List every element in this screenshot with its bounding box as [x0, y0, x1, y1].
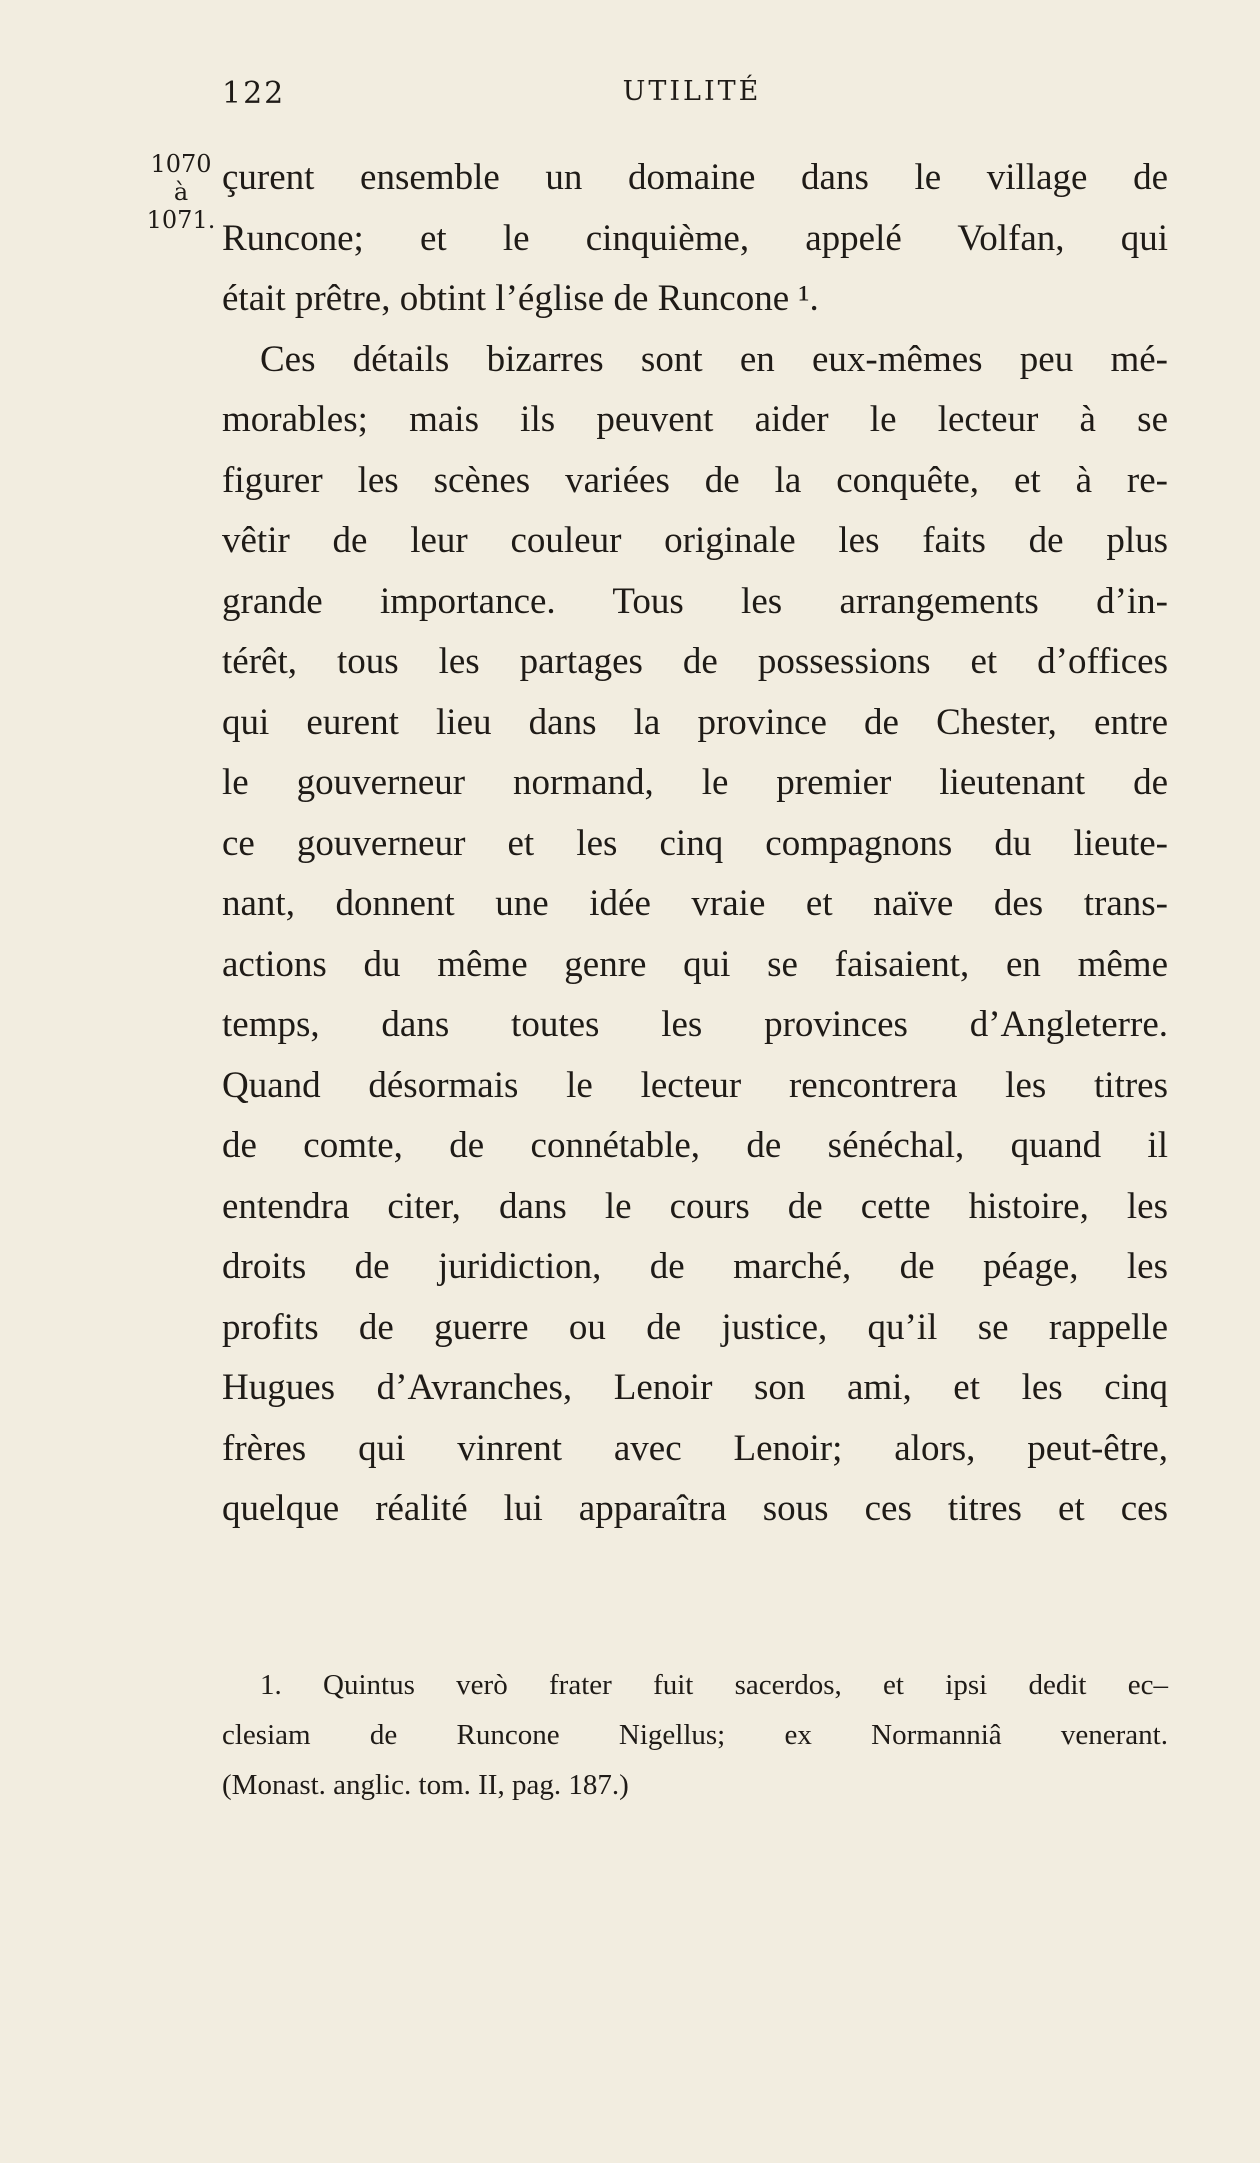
body-line: qui eurent lieu dans la province de Chester, entre [222, 701, 1168, 743]
body-line: çurent ensemble un domaine dans le village de [222, 157, 1168, 198]
body-line: nant, donnent une idée vraie et naïve des trans- [222, 883, 1168, 924]
body-line: actions du même genre qui se faisaient, en même [222, 943, 1168, 985]
body-line: ce gouverneur et les cinq compagnons du lieute- [222, 822, 1168, 864]
body-line: vêtir de leur couleur originale les faits de plus [222, 520, 1168, 561]
body-line: était prêtre, obtint l’église de Runcone ¹. [222, 278, 819, 319]
body-line: Runcone; et le cinquième, appelé Volfan, qui [222, 217, 1168, 259]
margin-date-end: 1071. [146, 206, 216, 234]
body-line: temps, dans toutes les provinces d’Angleterre. [222, 1004, 1168, 1045]
body-text [222, 148, 1168, 1540]
footnote [222, 1660, 1168, 1810]
page-header [222, 76, 1162, 116]
body-line: profits de guerre ou de justice, qu’il se rappelle [222, 1306, 1168, 1348]
body-line: térêt, tous les partages de possessions et d’offices [222, 641, 1168, 682]
footnote-line: 1. Quintus verò frater fuit sacerdos, et ipsi dedit ec– [260, 1669, 1168, 1701]
footnote-line: (Monast. anglic. tom. II, pag. 187.) [222, 1769, 629, 1801]
body-line: quelque réalité lui apparaîtra sous ces titres et ces [222, 1488, 1168, 1529]
margin-date-note [146, 150, 216, 234]
body-line: Ces détails bizarres sont en eux-mêmes peu mé- [260, 338, 1168, 380]
running-title: UTILITÉ [622, 76, 762, 107]
body-line: Hugues d’Avranches, Lenoir son ami, et les cinq [222, 1367, 1168, 1408]
body-line: frères qui vinrent avec Lenoir; alors, peut-être, [222, 1427, 1168, 1469]
body-line: Quand désormais le lecteur rencontrera les titres [222, 1064, 1168, 1106]
body-line: entendra citer, dans le cours de cette histoire, les [222, 1185, 1168, 1227]
body-line: grande importance. Tous les arrangements d’in- [222, 580, 1168, 622]
body-line: morables; mais ils peuvent aider le lecteur à se [222, 399, 1168, 440]
footnote-line: clesiam de Runcone Nigellus; ex Normanniâ venerant. [222, 1719, 1168, 1751]
body-line: le gouverneur normand, le premier lieutenant de [222, 762, 1168, 803]
body-line: droits de juridiction, de marché, de péage, les [222, 1246, 1168, 1287]
page-number: 122 [222, 76, 286, 111]
body-line: figurer les scènes variées de la conquête, et à re- [222, 459, 1168, 501]
body-line: de comte, de connétable, de sénéchal, quand il [222, 1125, 1168, 1166]
margin-date-connector: à [173, 178, 189, 206]
margin-date-start: 1070 [150, 150, 212, 178]
